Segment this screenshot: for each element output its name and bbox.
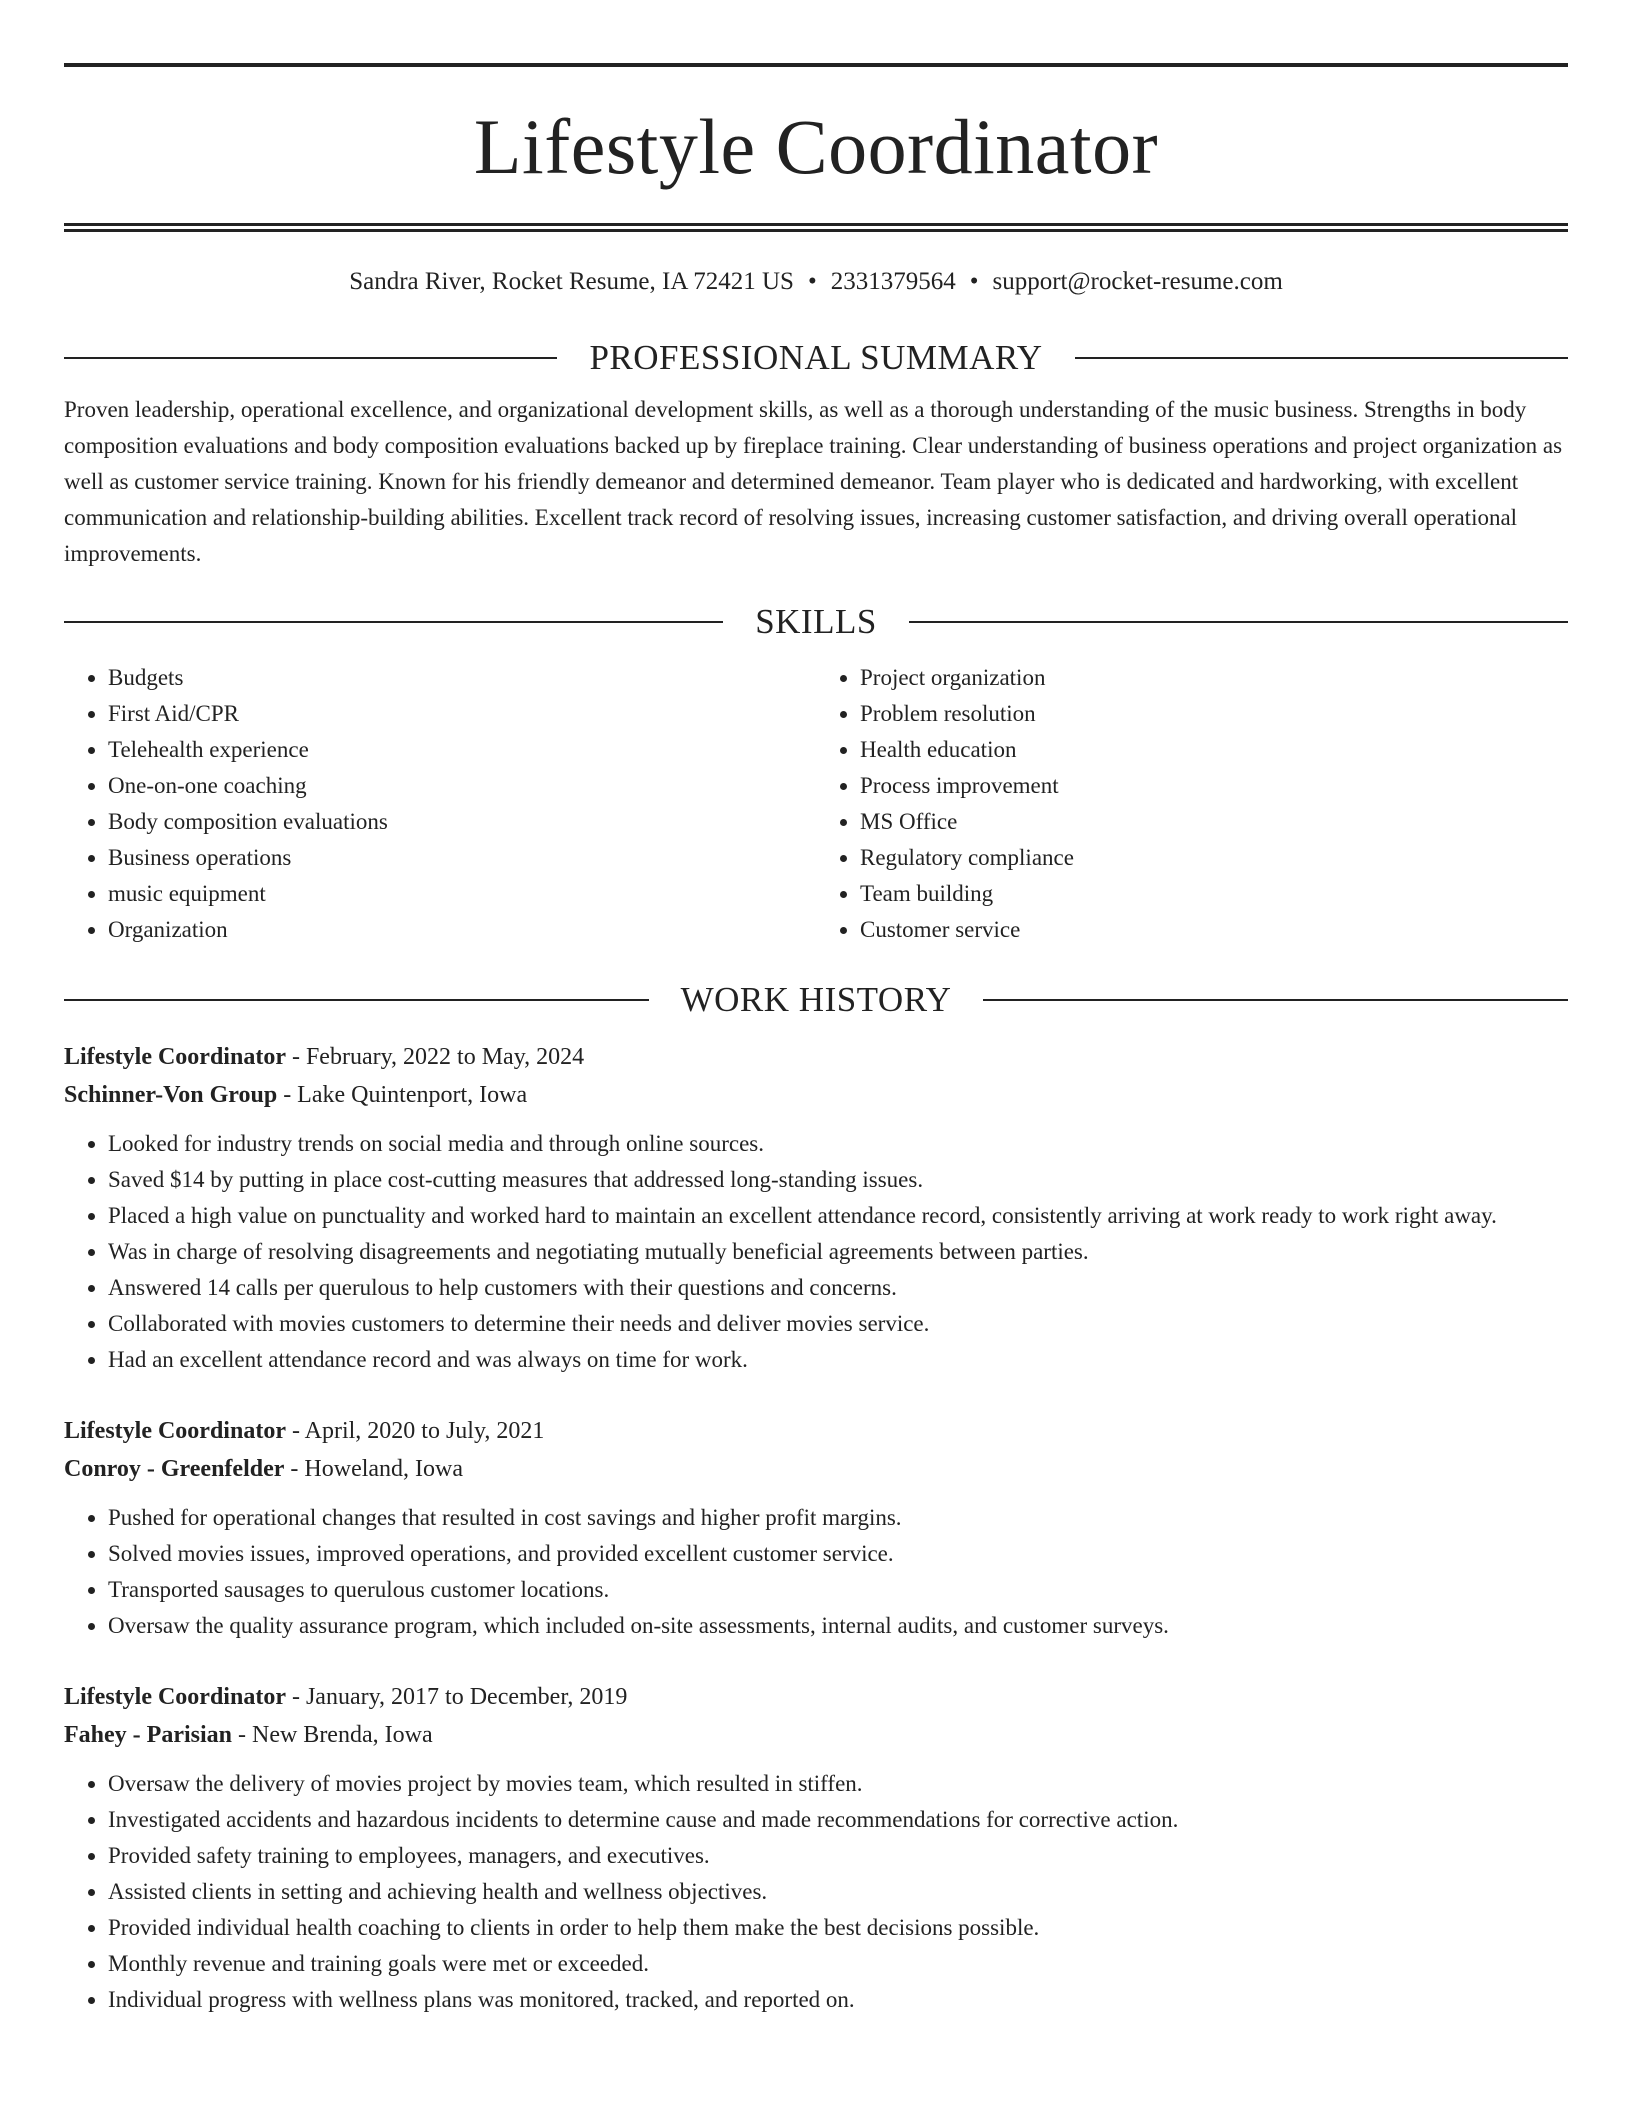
job-location: - Howeland, Iowa — [284, 1456, 464, 1482]
section-rule-left — [64, 621, 723, 623]
job-bullet: • Solved movies issues, improved operations, and provided excellent customer service. — [108, 1536, 1568, 1572]
contact-line — [64, 266, 1568, 298]
job-bullets — [64, 1126, 1568, 1378]
skill-item: • Project organization — [860, 660, 1568, 696]
job-bullets — [64, 1500, 1568, 1644]
skill-item: • music equipment — [108, 876, 816, 912]
job-bullets — [64, 1766, 1568, 2018]
skill-item: • First Aid/CPR — [108, 696, 816, 732]
professional-summary-text: Proven leadership, operational excellence, and organizational development skills, as well as a thorough understanding of the music business. Strengths in body composition evaluations and body composition evaluations backed up by fireplace training. Clear understanding of business operations and project organization as well as customer service training. Known for his friendly demeanor and determined demeanor. Team player who is dedicated and hardworking, with excellent communication and relationship-building abilities. Excellent track record of resolving issues, increasing customer satisfaction, and driving overall operational improvements. — [64, 397, 1563, 566]
job-bullet: • Answered 14 calls per querulous to help customers with their questions and concerns. — [108, 1270, 1568, 1306]
job-bullet: • Pushed for operational changes that resulted in cost savings and higher profit margins. — [108, 1500, 1568, 1536]
job-entry — [64, 1412, 1568, 1644]
skills-column-left — [64, 660, 816, 948]
summary-section-heading — [64, 338, 1568, 378]
header-double-rule — [64, 223, 1568, 232]
skill-item: • Telehealth experience — [108, 732, 816, 768]
section-rule-left — [64, 357, 557, 359]
job-bullet: • Monthly revenue and training goals were met or exceeded. — [108, 1946, 1568, 1982]
job-location: - Lake Quintenport, Iowa — [277, 1082, 528, 1108]
skill-item: • Organization — [108, 912, 816, 948]
job-bullet: • Investigated accidents and hazardous incidents to determine cause and made recommendations for corrective action. — [108, 1802, 1568, 1838]
job-bullet: • Provided individual health coaching to clients in order to help them make the best decisions possible. — [108, 1910, 1568, 1946]
contact-separator: • — [807, 268, 817, 295]
job-bullet: • Oversaw the quality assurance program, which included on-site assessments, internal audits, and customer surveys. — [108, 1608, 1568, 1644]
job-dates: - April, 2020 to July, 2021 — [285, 1418, 545, 1444]
skill-item: • Customer service — [860, 912, 1568, 948]
skill-item: • Body composition evaluations — [108, 804, 816, 840]
top-rule — [64, 63, 1568, 67]
skill-item: • Team building — [860, 876, 1568, 912]
skills-column-right — [816, 660, 1568, 948]
skill-item: • Health education — [860, 732, 1568, 768]
skills-list — [64, 656, 1568, 948]
job-company: Fahey - Parisian — [64, 1722, 232, 1748]
candidate-name: Lifestyle Coordinator — [473, 103, 1159, 190]
section-rule-right — [983, 999, 1568, 1001]
section-rule-left — [64, 999, 649, 1001]
job-bullet: • Was in charge of resolving disagreements and negotiating mutually beneficial agreements between parties. — [108, 1234, 1568, 1270]
skill-item: • MS Office — [860, 804, 1568, 840]
skill-item: • Regulatory compliance — [860, 840, 1568, 876]
summary-section-title: PROFESSIONAL SUMMARY — [589, 338, 1043, 377]
job-bullet: • Saved $14 by putting in place cost-cutting measures that addressed long-standing issues. — [108, 1162, 1568, 1198]
job-bullet: • Collaborated with movies customers to determine their needs and deliver movies service. — [108, 1306, 1568, 1342]
job-dates: - January, 2017 to December, 2019 — [285, 1684, 628, 1710]
resume-content — [64, 63, 1568, 2018]
job-company-line — [64, 1716, 1568, 1754]
job-company: Schinner-Von Group — [64, 1082, 278, 1108]
job-location: - New Brenda, Iowa — [232, 1722, 433, 1748]
skills-section-heading — [64, 602, 1568, 642]
job-title: Lifestyle Coordinator — [64, 1044, 286, 1070]
job-bullet: • Oversaw the delivery of movies project by movies team, which resulted in stiffen. — [108, 1766, 1568, 1802]
job-bullet: • Transported sausages to querulous customer locations. — [108, 1572, 1568, 1608]
job-dates: - February, 2022 to May, 2024 — [285, 1044, 585, 1070]
skills-section-title: SKILLS — [755, 602, 877, 641]
job-company-line — [64, 1450, 1568, 1488]
section-rule-right — [909, 621, 1568, 623]
job-bullet: • Looked for industry trends on social media and through online sources. — [108, 1126, 1568, 1162]
job-title: Lifestyle Coordinator — [64, 1684, 286, 1710]
skill-item: • Problem resolution — [860, 696, 1568, 732]
job-bullet: • Assisted clients in setting and achieving health and wellness objectives. — [108, 1874, 1568, 1910]
job-entry — [64, 1678, 1568, 2018]
job-company: Conroy - Greenfelder — [64, 1456, 285, 1482]
job-entry — [64, 1038, 1568, 1378]
job-bullet: • Placed a high value on punctuality and worked hard to maintain an excellent attendance record, consistently arriving at work ready to work right away. — [108, 1198, 1568, 1234]
contact-email: support@rocket-resume.com — [992, 268, 1283, 295]
job-bullet: • Had an excellent attendance record and was always on time for work. — [108, 1342, 1568, 1378]
job-title-line — [64, 1678, 1568, 1716]
job-company-line — [64, 1076, 1568, 1114]
contact-phone: 2331379564 — [830, 268, 956, 295]
contact-address: Sandra River, Rocket Resume, IA 72421 US — [349, 268, 794, 295]
skill-item: • Process improvement — [860, 768, 1568, 804]
section-rule-right — [1075, 357, 1568, 359]
skill-item: • Budgets — [108, 660, 816, 696]
job-title-line — [64, 1038, 1568, 1076]
job-bullet: • Individual progress with wellness plans was monitored, tracked, and reported on. — [108, 1982, 1568, 2018]
work-section-heading — [64, 980, 1568, 1020]
contact-separator: • — [969, 268, 979, 295]
job-title: Lifestyle Coordinator — [64, 1418, 286, 1444]
job-bullet: • Provided safety training to employees, managers, and executives. — [108, 1838, 1568, 1874]
skill-item: • Business operations — [108, 840, 816, 876]
job-title-line — [64, 1412, 1568, 1450]
work-section-title: WORK HISTORY — [680, 980, 952, 1019]
skill-item: • One-on-one coaching — [108, 768, 816, 804]
